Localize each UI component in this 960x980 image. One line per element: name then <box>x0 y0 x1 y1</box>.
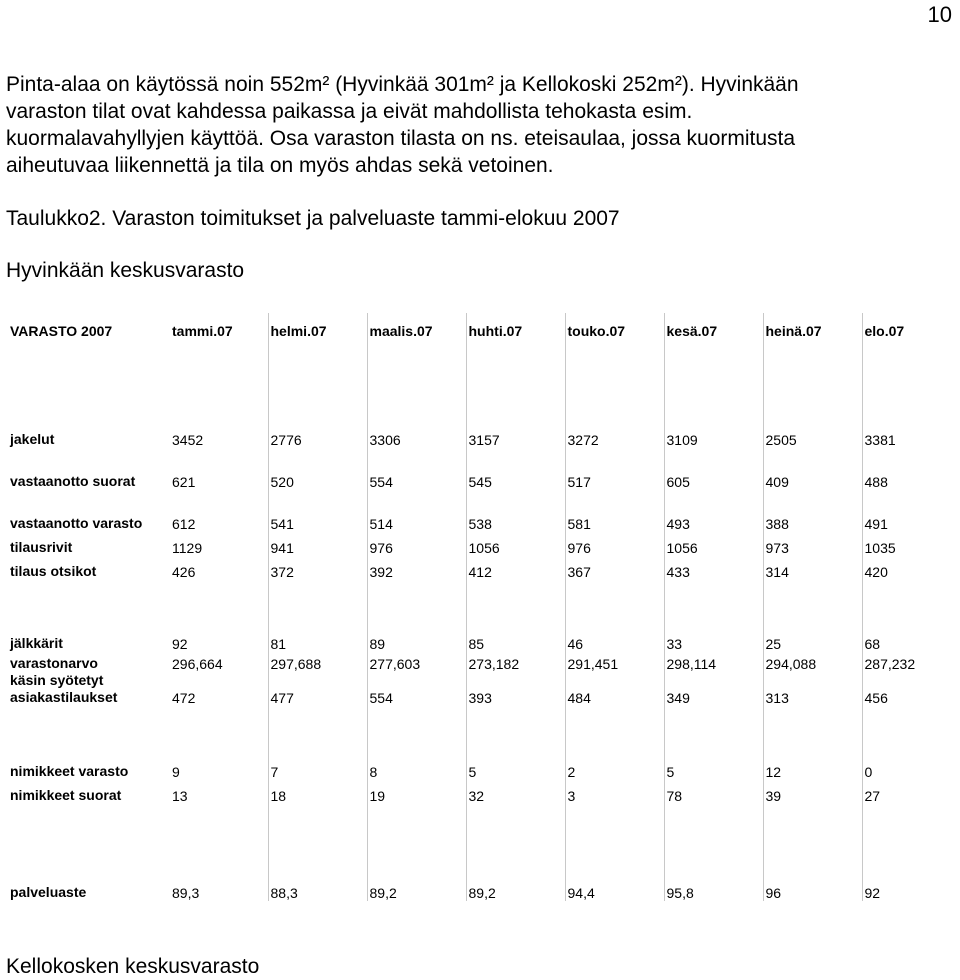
table-cell: 46 <box>565 628 664 652</box>
table-cell: 3272 <box>565 394 664 448</box>
row-label <box>8 756 170 780</box>
table-cell: 92 <box>172 636 188 652</box>
table-cell: 484 <box>565 672 664 706</box>
table-cell: 81 <box>268 628 367 652</box>
table-cell: 412 <box>466 556 565 580</box>
row-label <box>8 490 170 532</box>
table-row <box>8 804 958 877</box>
table-cell: 488 <box>862 448 958 490</box>
row-label-text: tilausrivit <box>10 539 73 555</box>
table-cell: 13 <box>172 788 188 804</box>
table-cell: 9 <box>172 764 180 780</box>
data-table <box>8 313 958 901</box>
table-cell: 297,688 <box>268 652 367 672</box>
table-cell: 277,603 <box>367 652 466 672</box>
table-cell <box>763 804 862 877</box>
table-cell: 976 <box>565 532 664 556</box>
table-header-month: maalis.07 <box>367 313 466 339</box>
paragraph-line: Pinta-alaa on käytössä noin 552m² (Hyvinkää 301m² ja Kellokoski 252m²). Hyvinkään <box>6 73 799 96</box>
table-cell: 96 <box>763 877 862 901</box>
table-cell: 1056 <box>664 532 763 556</box>
table-row <box>8 780 958 804</box>
table-cell: 1056 <box>466 532 565 556</box>
table-cell: 409 <box>763 448 862 490</box>
table-row <box>8 706 958 756</box>
table-cell <box>466 706 565 756</box>
table-cell: 538 <box>466 490 565 532</box>
row-label <box>8 672 170 706</box>
table-cell <box>268 706 367 756</box>
table-cell: 541 <box>268 490 367 532</box>
row-label-text: käsin syötetyt <box>10 672 104 688</box>
table-cell <box>170 339 268 394</box>
table-cell: 7 <box>268 756 367 780</box>
table-cell: 349 <box>664 672 763 706</box>
table-cell: 1129 <box>172 540 203 556</box>
table-header-row <box>8 313 958 339</box>
table-cell: 19 <box>367 780 466 804</box>
row-label <box>8 532 170 556</box>
table-cell: 94,4 <box>565 877 664 901</box>
table-cell: 3 <box>565 780 664 804</box>
table-cell <box>862 339 958 394</box>
table-cell: 294,088 <box>763 652 862 672</box>
row-label-text: jakelut <box>10 431 55 447</box>
table-cell: 612 <box>172 516 196 532</box>
table-cell <box>565 339 664 394</box>
table-cell: 314 <box>763 556 862 580</box>
table-cell: 12 <box>763 756 862 780</box>
table-cell: 581 <box>565 490 664 532</box>
table-cell: 3381 <box>862 394 958 448</box>
table-header-month: helmi.07 <box>268 313 367 339</box>
table-cell: 27 <box>862 780 958 804</box>
table-cell: 287,232 <box>862 652 958 672</box>
table-cell <box>862 706 958 756</box>
section-heading: Hyvinkään keskusvarasto <box>6 259 245 282</box>
table-row <box>8 877 958 901</box>
table-cell: 545 <box>466 448 565 490</box>
paragraph-line: aiheutuvaa liikennettä ja tila on myös ahdas sekä vetoinen. <box>6 154 554 177</box>
paragraph-line: kuormalavahyllyjen käyttöä. Osa varaston tilasta on ns. eteisaulaa, jossa kuormitusta <box>6 127 796 150</box>
table-cell: 273,182 <box>466 652 565 672</box>
table-cell: 95,8 <box>664 877 763 901</box>
table-row <box>8 532 958 556</box>
table-cell: 85 <box>466 628 565 652</box>
table-cell: 3109 <box>664 394 763 448</box>
table-cell: 18 <box>268 780 367 804</box>
table-cell <box>763 339 862 394</box>
table-cell <box>268 580 367 628</box>
table-cell <box>170 706 268 756</box>
row-label <box>8 628 170 652</box>
table-cell: 25 <box>763 628 862 652</box>
table-cell: 392 <box>367 556 466 580</box>
row-label-text: asiakastilaukset <box>10 689 118 705</box>
table-cell: 3157 <box>466 394 565 448</box>
table-cell: 3306 <box>367 394 466 448</box>
table-cell: 33 <box>664 628 763 652</box>
row-label <box>8 339 170 394</box>
row-label <box>8 556 170 580</box>
table-cell: 0 <box>862 756 958 780</box>
table-cell: 472 <box>172 690 196 706</box>
table-cell: 621 <box>172 474 196 490</box>
row-label <box>8 877 170 901</box>
table-cell: 88,3 <box>268 877 367 901</box>
table-cell: 976 <box>367 532 466 556</box>
table-cell <box>763 580 862 628</box>
table-cell: 92 <box>862 877 958 901</box>
table-cell <box>664 804 763 877</box>
row-label <box>8 580 170 628</box>
table-row <box>8 394 958 448</box>
table-cell <box>763 706 862 756</box>
table-header-month: huhti.07 <box>466 313 565 339</box>
table-header-month: touko.07 <box>565 313 664 339</box>
table-cell: 291,451 <box>565 652 664 672</box>
table-cell: 491 <box>862 490 958 532</box>
row-label-text: nimikkeet suorat <box>10 787 122 803</box>
table-cell <box>466 339 565 394</box>
row-label-text: palveluaste <box>10 884 87 900</box>
table-cell: 298,114 <box>664 652 763 672</box>
table-row <box>8 339 958 394</box>
table-cell: 89,3 <box>172 885 200 901</box>
paragraph-line: varaston tilat ovat kahdessa paikassa ja eivät mahdollista tehokasta esim. <box>6 100 693 123</box>
body-paragraph <box>6 71 936 179</box>
row-label <box>8 448 170 490</box>
table-cell <box>170 580 268 628</box>
table-cell: 5 <box>664 756 763 780</box>
table-cell: 32 <box>466 780 565 804</box>
table-cell <box>367 804 466 877</box>
table-cell: 554 <box>367 448 466 490</box>
table-cell <box>367 339 466 394</box>
table-cell: 426 <box>172 564 196 580</box>
table-header-month: heinä.07 <box>763 313 862 339</box>
table-cell <box>466 804 565 877</box>
table-cell: 554 <box>367 672 466 706</box>
table-cell <box>565 706 664 756</box>
table-header-month: elo.07 <box>862 313 958 339</box>
table-cell: 493 <box>664 490 763 532</box>
table-cell <box>862 580 958 628</box>
page-number: 10 <box>927 2 952 27</box>
table-cell: 388 <box>763 490 862 532</box>
table-cell: 973 <box>763 532 862 556</box>
table-cell: 296,664 <box>172 656 223 672</box>
table-cell <box>565 580 664 628</box>
table-cell <box>565 804 664 877</box>
table-row <box>8 628 958 652</box>
table-cell: 39 <box>763 780 862 804</box>
row-label-text: varastonarvo <box>10 655 98 671</box>
table-cell: 89,2 <box>466 877 565 901</box>
table-cell: 313 <box>763 672 862 706</box>
table-cell: 68 <box>862 628 958 652</box>
row-label-text: nimikkeet varasto <box>10 763 129 779</box>
table-cell <box>664 339 763 394</box>
table-cell: 2 <box>565 756 664 780</box>
table-cell: 3452 <box>172 432 204 448</box>
table-cell: 420 <box>862 556 958 580</box>
table-cell: 517 <box>565 448 664 490</box>
row-label <box>8 804 170 877</box>
table-cell: 2776 <box>268 394 367 448</box>
table-row <box>8 652 958 672</box>
table-cell <box>367 706 466 756</box>
table-cell: 605 <box>664 448 763 490</box>
table-cell: 89,2 <box>367 877 466 901</box>
row-label-text: tilaus otsikot <box>10 563 97 579</box>
table-cell: 514 <box>367 490 466 532</box>
table-cell <box>466 580 565 628</box>
table-cell: 477 <box>268 672 367 706</box>
table-cell <box>862 804 958 877</box>
row-label <box>8 394 170 448</box>
row-label-text: vastaanotto suorat <box>10 473 136 489</box>
table-row <box>8 448 958 490</box>
table-cell <box>664 706 763 756</box>
table-row <box>8 672 958 706</box>
table-row <box>8 756 958 780</box>
table-cell: 372 <box>268 556 367 580</box>
table-cell <box>268 804 367 877</box>
table-cell: 456 <box>862 672 958 706</box>
row-label <box>8 780 170 804</box>
table-header-label: VARASTO 2007 <box>10 323 113 339</box>
table-cell: 78 <box>664 780 763 804</box>
table-header-month: tammi.07 <box>172 323 233 339</box>
table-row <box>8 556 958 580</box>
row-label-text: vastaanotto varasto <box>10 515 143 531</box>
table-cell: 367 <box>565 556 664 580</box>
table-cell: 433 <box>664 556 763 580</box>
table-cell: 2505 <box>763 394 862 448</box>
table-row <box>8 490 958 532</box>
table-row <box>8 580 958 628</box>
table-caption: Taulukko2. Varaston toimitukset ja palveluaste tammi-elokuu 2007 <box>6 207 620 230</box>
table-cell <box>367 580 466 628</box>
table-header-month: kesä.07 <box>664 313 763 339</box>
table-cell: 941 <box>268 532 367 556</box>
table-cell: 8 <box>367 756 466 780</box>
section-heading-2: Kellokosken keskusvarasto <box>6 955 260 978</box>
table-cell <box>268 339 367 394</box>
table-cell: 393 <box>466 672 565 706</box>
row-label-text: jälkkärit <box>10 635 63 651</box>
row-label <box>8 706 170 756</box>
table-cell: 89 <box>367 628 466 652</box>
table-cell <box>664 580 763 628</box>
row-label <box>8 652 170 672</box>
table-cell <box>170 804 268 877</box>
table-cell: 520 <box>268 448 367 490</box>
table-cell: 1035 <box>862 532 958 556</box>
table-cell: 5 <box>466 756 565 780</box>
